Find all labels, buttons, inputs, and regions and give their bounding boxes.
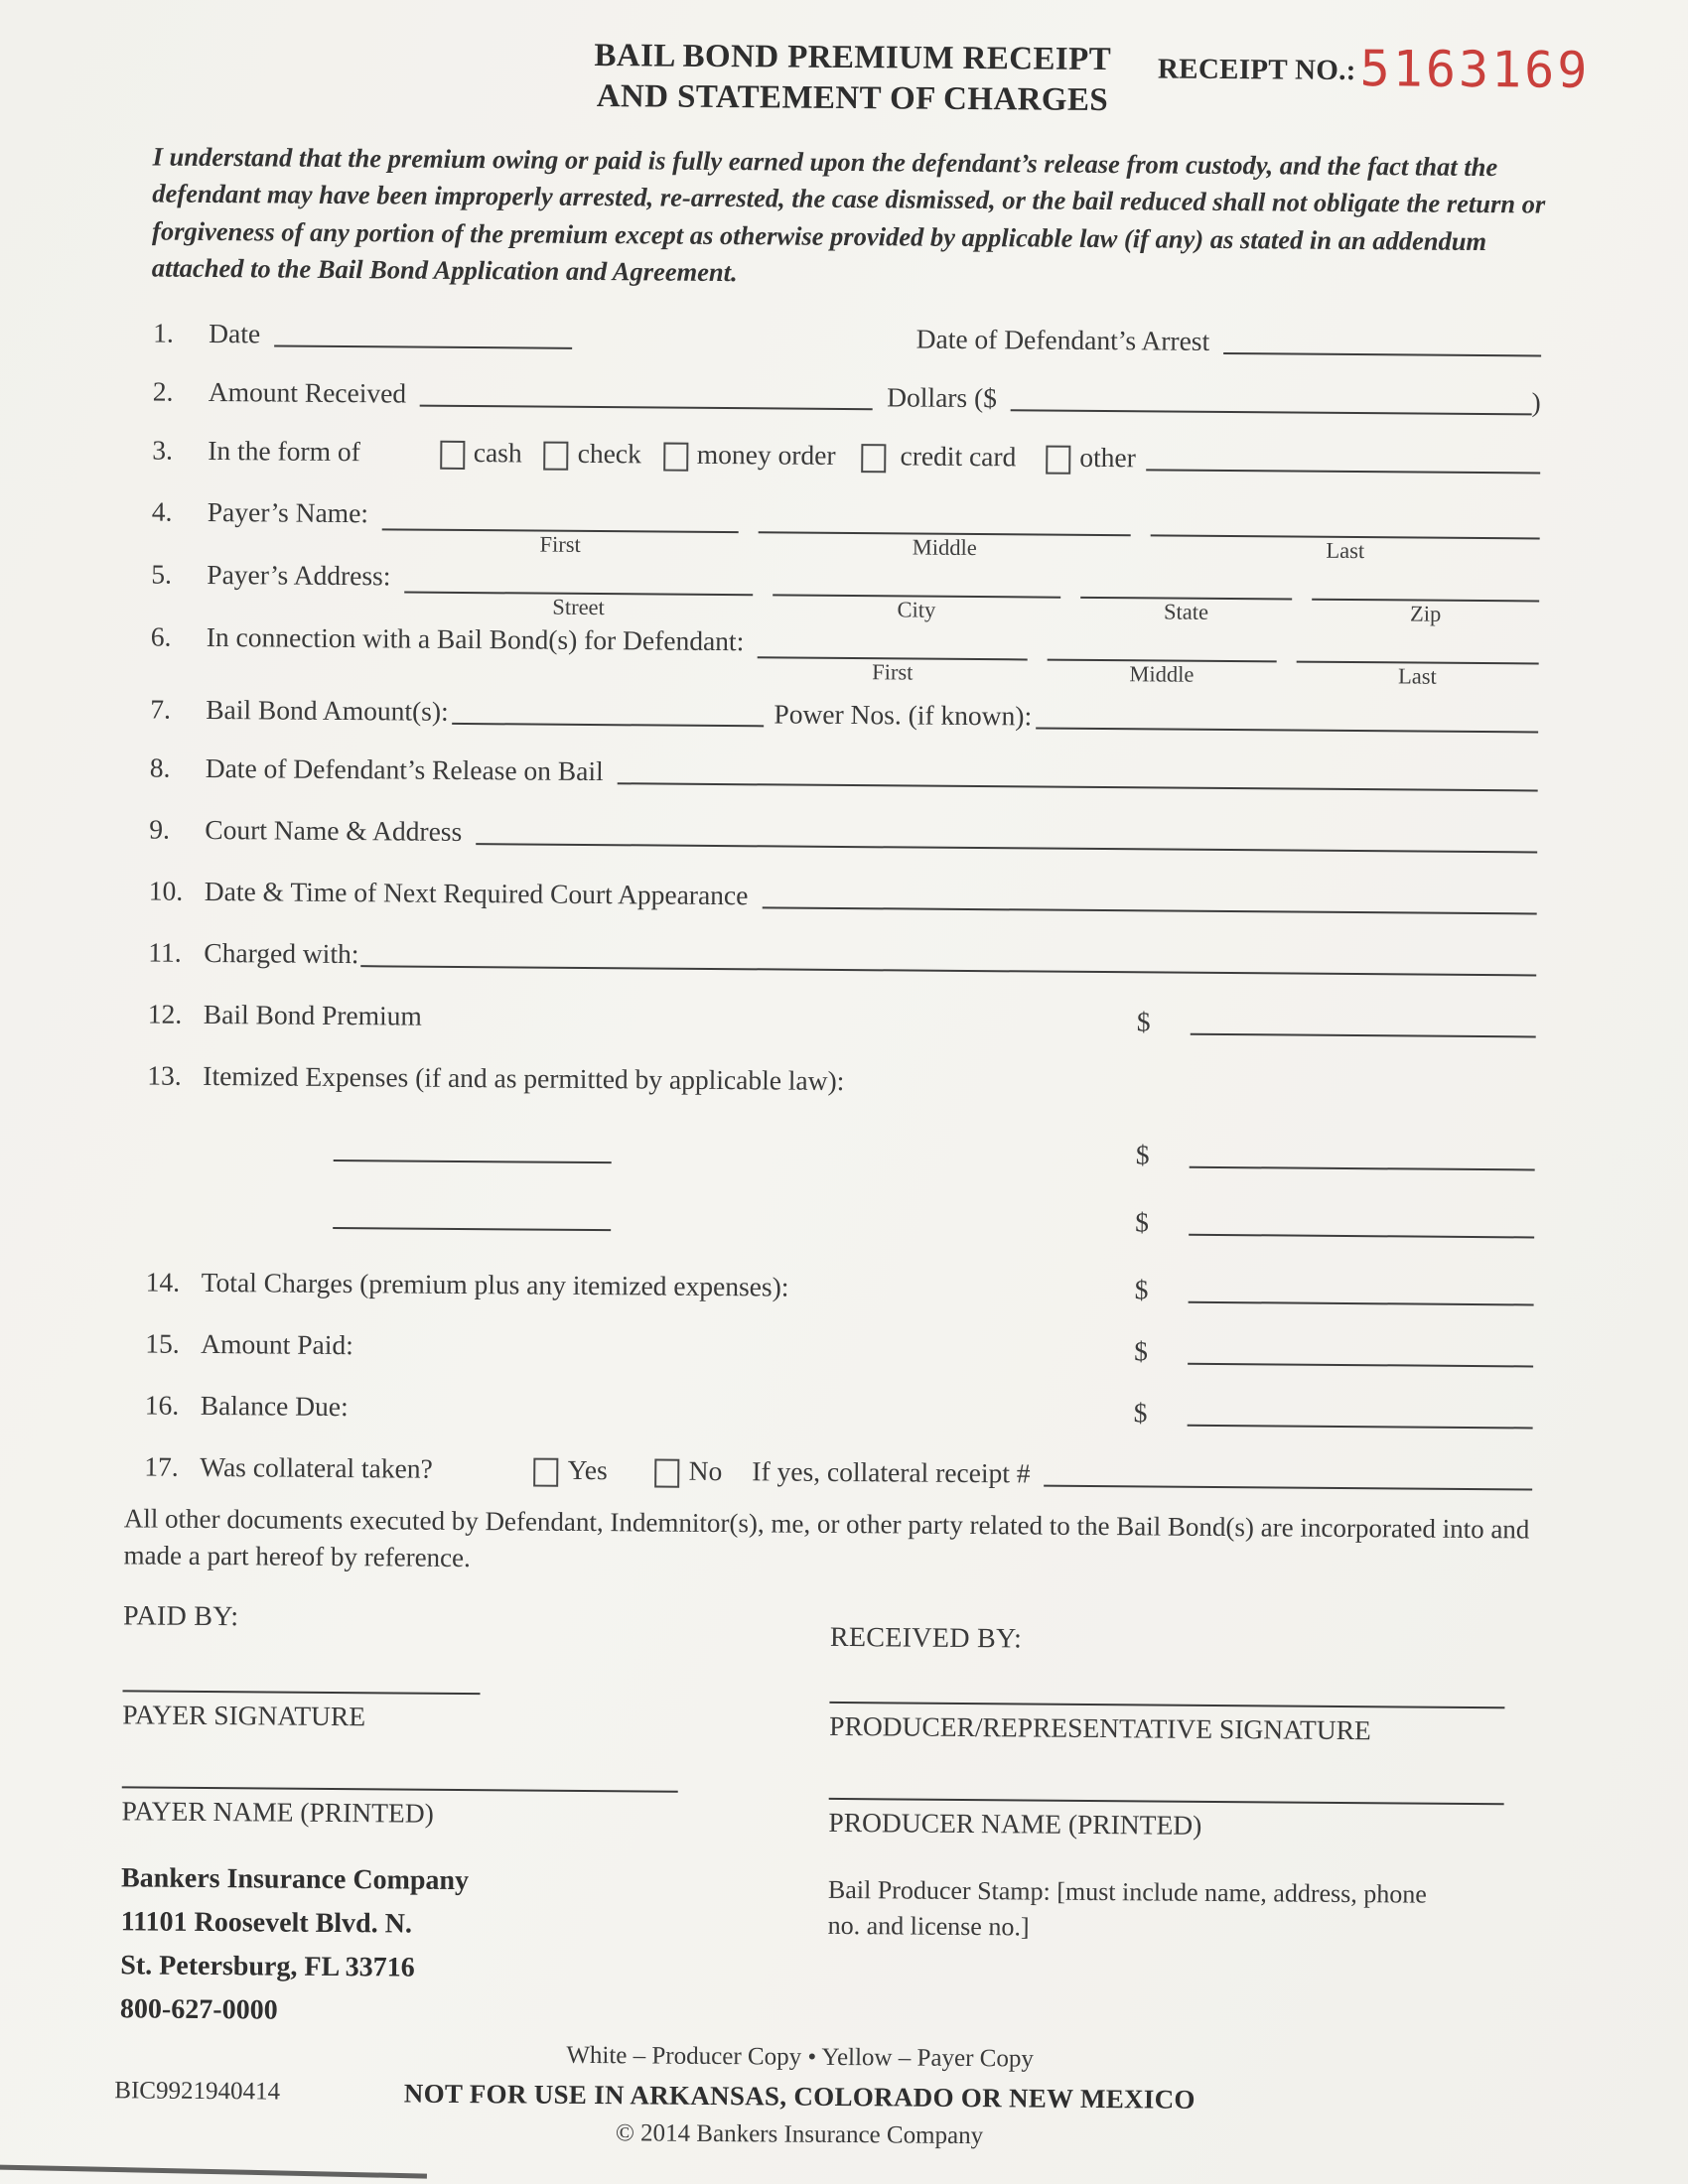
payer-first-name-line[interactable] — [382, 494, 739, 533]
item-label-amount-received: Amount Received — [208, 375, 407, 409]
item-number: 9. — [149, 813, 171, 845]
company-street: 11101 Roosevelt Blvd. N. — [120, 1906, 413, 1940]
sublabel-first: First — [539, 531, 581, 557]
form-item-2 — [153, 376, 1541, 419]
signature-section — [120, 1600, 1533, 2043]
item-label-itemized-expenses: Itemized Expenses (if and as permitted by applicable law): — [203, 1059, 845, 1097]
dollar-sign: $ — [1134, 1335, 1149, 1367]
form-footer — [0, 2033, 1679, 2161]
address-street-field — [404, 558, 753, 622]
form-item-12 — [148, 998, 1536, 1040]
preamble-text: I understand that the premium owing or paid is fully earned upon the defendant’s release from custody, and the fact that the defendant may have been improperly arrested, re-arrested, the case dismissed, or the bail reduced shall not obligate the return or forgiveness of any portion of the premium except as otherwise provided by applicable law (if any) as stated in an addendum attached to the Bail Bond Application and Agreement. — [151, 141, 1546, 288]
amount-received-numeric-line[interactable] — [1011, 409, 1532, 415]
credit-card-label: credit card — [900, 440, 1017, 473]
item-label-court-name: Court Name & Address — [205, 813, 463, 847]
sublabel-street: Street — [552, 594, 605, 620]
expense-amount-input-line-2[interactable] — [1189, 1234, 1534, 1239]
receipt-number-block — [1158, 40, 1591, 97]
item-label-payer-address: Payer’s Address: — [207, 558, 391, 592]
street-input-line[interactable] — [404, 558, 753, 597]
receipt-number: 5163169 — [1359, 40, 1591, 99]
premium-amount-field — [1137, 1006, 1536, 1040]
address-zip-field — [1312, 565, 1539, 628]
sublabel-middle: Middle — [1129, 661, 1195, 687]
form-item-4 — [152, 493, 1540, 566]
receipt-no-label: RECEIPT NO.: — [1157, 53, 1356, 87]
court-name-input-line[interactable] — [476, 843, 1537, 853]
dollars-label: Dollars ($ — [887, 381, 998, 414]
form-item-10 — [149, 876, 1537, 918]
item-number: 11. — [148, 936, 182, 968]
dollar-sign: $ — [1136, 1006, 1151, 1037]
defendant-middle-name-field — [1047, 625, 1276, 689]
address-city-field — [773, 560, 1060, 623]
item-number: 6. — [150, 620, 172, 652]
close-paren: ) — [1531, 386, 1541, 418]
dollar-sign: $ — [1135, 1139, 1150, 1170]
item-label-release-date: Date of Defendant’s Release on Bail — [205, 751, 604, 787]
amount-paid-input-line[interactable] — [1188, 1363, 1533, 1368]
incorporation-note: All other documents executed by Defendant, Indemnitor(s), me, or other party related to the Bail Bond(s) are incorporated into and made a part hereof by reference. — [123, 1503, 1530, 1573]
state-restriction-note: NOT FOR USE IN ARKANSAS, COLORADO OR NEW MEXICO — [403, 2078, 1196, 2115]
form-item-14 — [146, 1266, 1534, 1308]
sublabel-city: City — [897, 597, 936, 622]
sublabel-first: First — [872, 659, 914, 685]
defendant-middle-name-line[interactable] — [1048, 625, 1277, 663]
itemized-expense-row-1 — [147, 1131, 1535, 1173]
yes-checkbox[interactable] — [534, 1457, 559, 1486]
item-number: 1. — [153, 317, 175, 348]
item-number: 4. — [151, 495, 173, 527]
form-item-15 — [145, 1327, 1533, 1370]
form-item-11 — [148, 937, 1536, 980]
form-code: BIC9921940414 — [114, 2077, 281, 2107]
collateral-receipt-label: If yes, collateral receipt # — [752, 1455, 1031, 1489]
item-number: 8. — [149, 751, 171, 783]
form-item-7 — [150, 694, 1538, 737]
form-item-3 — [152, 435, 1540, 478]
defendant-last-name-line[interactable] — [1296, 627, 1539, 665]
no-checkbox[interactable] — [655, 1458, 680, 1487]
producer-printed-name-line[interactable] — [829, 1797, 1504, 1804]
item-number: 13. — [147, 1059, 182, 1091]
payer-signature-label: PAYER SIGNATURE — [122, 1698, 366, 1731]
payer-first-name-field — [382, 494, 739, 559]
item-label-bail-bond-amounts: Bail Bond Amount(s): — [206, 693, 449, 727]
form-item-17 — [144, 1450, 1532, 1493]
collateral-option-yes — [534, 1454, 608, 1487]
balance-due-field — [1134, 1397, 1533, 1432]
defendant-first-name-field — [758, 622, 1028, 686]
defendant-first-name-line[interactable] — [758, 622, 1028, 660]
form-item-8 — [150, 752, 1538, 795]
received-by-column — [827, 1605, 1533, 2042]
item-label-balance-due: Balance Due: — [200, 1389, 349, 1423]
other-label: other — [1079, 441, 1136, 474]
amount-paid-field — [1134, 1335, 1533, 1370]
bail-bond-amounts-input-line[interactable] — [453, 723, 765, 727]
credit-card-checkbox[interactable] — [861, 444, 886, 473]
company-city-state-zip: St. Petersburg, FL 33716 — [120, 1950, 415, 1983]
power-nos-label: Power Nos. (if known): — [774, 698, 1033, 732]
item-label-charged-with: Charged with: — [204, 936, 359, 970]
city-input-line[interactable] — [773, 560, 1060, 598]
form-title-line2: AND STATEMENT OF CHARGES — [596, 78, 1109, 119]
item-number: 3. — [152, 434, 174, 466]
form-item-9 — [149, 814, 1537, 857]
item-label-defendant: In connection with a Bail Bond(s) for Defendant: — [206, 620, 745, 657]
release-date-input-line[interactable] — [618, 782, 1538, 791]
payment-option-check — [544, 438, 641, 471]
item-label-total-charges: Total Charges (premium plus any itemized expenses): — [201, 1266, 789, 1302]
item-label-arrest-date: Date of Defendant’s Arrest — [915, 323, 1210, 356]
received-by-heading: RECEIVED BY: — [829, 1621, 1023, 1654]
payment-option-other — [1046, 442, 1136, 475]
form-header — [6, 0, 1688, 126]
item-number: 12. — [147, 998, 183, 1029]
arrest-date-input-line[interactable] — [1223, 352, 1541, 357]
cash-label: cash — [473, 437, 522, 469]
payment-option-money-order — [663, 439, 836, 472]
form-item-1 — [153, 318, 1541, 360]
form-title-line1: BAIL BOND PREMIUM RECEIPT — [594, 37, 1112, 78]
dollar-sign: $ — [1134, 1274, 1149, 1305]
zip-input-line[interactable] — [1312, 565, 1539, 603]
item-number: 10. — [148, 875, 184, 906]
amount-received-words-line[interactable] — [420, 405, 873, 411]
charged-with-input-line[interactable] — [360, 965, 1536, 976]
payer-printed-name-line[interactable] — [122, 1786, 678, 1792]
item-number: 14. — [145, 1266, 181, 1297]
paid-by-column — [120, 1600, 759, 2037]
expense-amount-field-2 — [1135, 1206, 1534, 1241]
item-label-amount-paid: Amount Paid: — [201, 1327, 353, 1361]
check-label: check — [577, 437, 641, 470]
money-order-label: money order — [696, 438, 836, 471]
expense-description-line-2[interactable] — [333, 1227, 611, 1231]
money-order-checkbox[interactable] — [663, 442, 688, 471]
item-number: 2. — [152, 375, 174, 407]
item-label-premium: Bail Bond Premium — [203, 998, 422, 1031]
expense-description-line-1[interactable] — [334, 1160, 612, 1163]
payer-signature-line[interactable] — [123, 1690, 481, 1695]
company-phone: 800-627-0000 — [119, 1993, 278, 2026]
state-input-line[interactable] — [1080, 563, 1293, 601]
sublabel-middle: Middle — [912, 534, 977, 561]
dollar-sign: $ — [1135, 1206, 1150, 1238]
item-number: 15. — [145, 1327, 180, 1359]
collateral-option-no — [655, 1455, 723, 1488]
dollar-sign: $ — [1133, 1397, 1148, 1429]
power-nos-input-line[interactable] — [1036, 728, 1538, 734]
producer-stamp-note: Bail Producer Stamp: [must include name, address, phone no. and license no.] — [827, 1874, 1427, 1942]
itemized-expense-row-2 — [146, 1198, 1534, 1241]
producer-signature-label: PRODUCER/REPRESENTATIVE SIGNATURE — [829, 1709, 1371, 1745]
item-number: 7. — [150, 693, 172, 725]
payment-option-cash — [440, 437, 522, 470]
payer-middle-name-line[interactable] — [759, 497, 1132, 536]
producer-signature-line[interactable] — [829, 1701, 1504, 1707]
cash-checkbox[interactable] — [440, 440, 465, 469]
form-title — [594, 36, 1111, 122]
sublabel-last: Last — [1397, 663, 1437, 689]
form-item-6 — [151, 618, 1539, 691]
next-appearance-input-line[interactable] — [762, 906, 1536, 914]
other-payment-input-line[interactable] — [1146, 469, 1540, 474]
expense-amount-field-1 — [1136, 1139, 1535, 1173]
copy-distribution-note: White – Producer Copy • Yellow – Payer Copy — [566, 2042, 1034, 2073]
item-label-payer-name: Payer’s Name: — [207, 495, 369, 529]
form-item-13 — [147, 1059, 1535, 1102]
other-checkbox[interactable] — [1046, 445, 1070, 474]
check-checkbox[interactable] — [544, 441, 569, 470]
copyright-note: © 2014 Bankers Insurance Company — [615, 2119, 984, 2150]
total-charges-input-line[interactable] — [1188, 1301, 1533, 1306]
total-charges-field — [1135, 1274, 1534, 1308]
yes-label: Yes — [567, 1453, 608, 1486]
item-label-date: Date — [209, 317, 261, 349]
defendant-last-name-field — [1296, 627, 1539, 691]
no-label: No — [688, 1454, 723, 1487]
item-label-next-appearance: Date & Time of Next Required Court Appearance — [204, 875, 749, 911]
producer-printed-name-label: PRODUCER NAME (PRINTED) — [828, 1806, 1202, 1841]
form-item-5 — [151, 556, 1539, 628]
payer-last-name-line[interactable] — [1151, 500, 1540, 539]
paid-by-heading: PAID BY: — [122, 1599, 239, 1632]
expense-amount-input-line-1[interactable] — [1189, 1166, 1534, 1171]
payer-middle-name-field — [759, 497, 1132, 562]
sublabel-last: Last — [1326, 537, 1365, 564]
form-item-16 — [145, 1389, 1533, 1432]
collateral-receipt-input-line[interactable] — [1044, 1485, 1532, 1491]
item-number: 5. — [151, 558, 173, 590]
payer-printed-name-label: PAYER NAME (PRINTED) — [121, 1794, 434, 1829]
item-label-collateral: Was collateral taken? — [200, 1450, 433, 1484]
address-state-field — [1080, 563, 1293, 626]
item-number: 16. — [144, 1389, 180, 1421]
item-number: 17. — [144, 1450, 179, 1482]
sublabel-state: State — [1163, 599, 1209, 624]
date-input-line[interactable] — [274, 344, 572, 348]
company-address-block — [120, 1856, 757, 2037]
company-name: Bankers Insurance Company — [120, 1861, 470, 1896]
payer-last-name-field — [1151, 500, 1540, 565]
balance-due-input-line[interactable] — [1187, 1425, 1532, 1430]
premium-amount-input-line[interactable] — [1190, 1033, 1535, 1038]
payment-option-credit-card — [861, 440, 1016, 473]
sublabel-zip: Zip — [1409, 601, 1442, 626]
item-label-form-of-payment: In the form of — [208, 434, 360, 468]
form-items — [0, 316, 1688, 1494]
